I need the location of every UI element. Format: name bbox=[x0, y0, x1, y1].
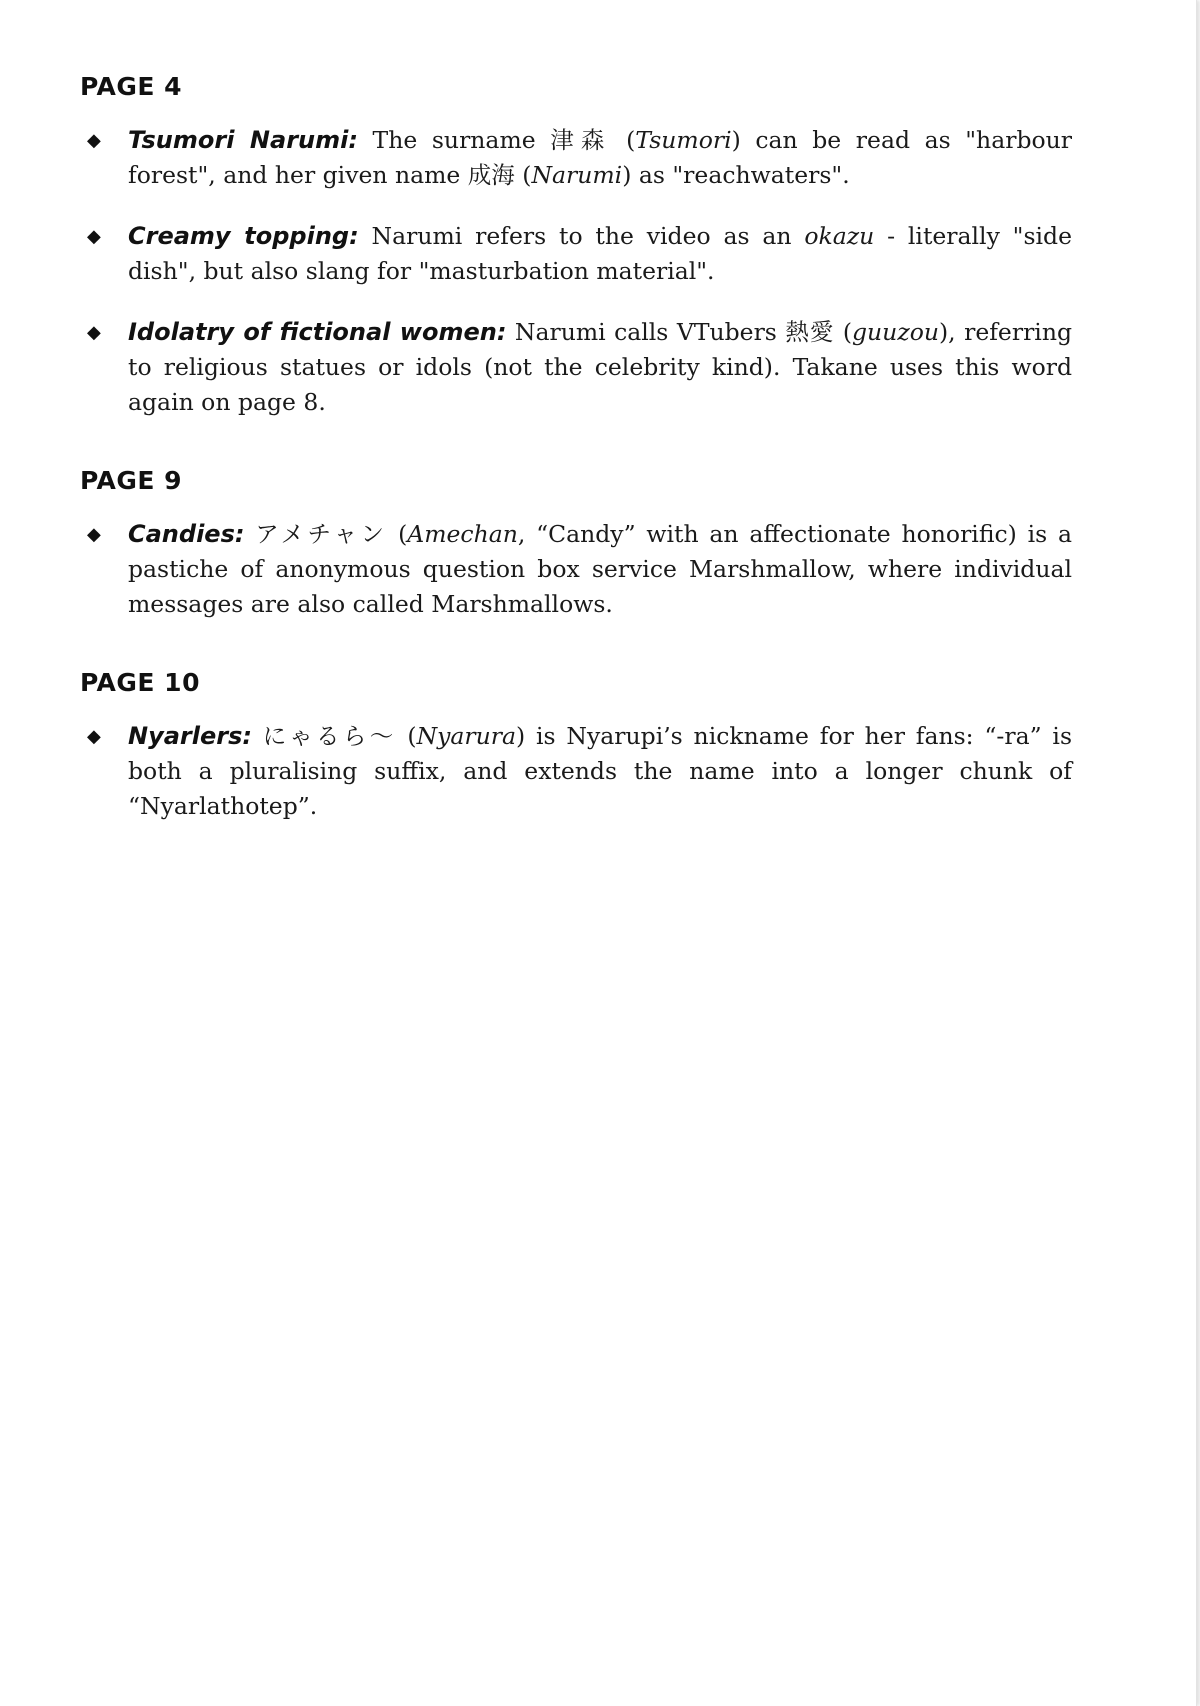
diamond-bullet-icon: ◆ bbox=[87, 524, 101, 545]
note-text: アメチャン ( bbox=[244, 520, 408, 548]
notes-list bbox=[80, 517, 1072, 622]
section-heading: PAGE 10 bbox=[80, 668, 200, 697]
note-text: ), referring to religious statues or idols (not the celebrity kind). Takane uses this word again on page 8. bbox=[128, 318, 1073, 416]
diamond-bullet-icon: ◆ bbox=[87, 226, 101, 247]
diamond-bullet-icon: ◆ bbox=[87, 322, 101, 343]
note-text: The surname 津森 ( bbox=[357, 126, 636, 154]
note-text: ) is Nyarupi’s nickname for her fans: “-ra” is both a pluralising suffix, and extends the name into a longer chunk of “Nyarlathotep”. bbox=[128, 722, 1073, 820]
note-item bbox=[80, 517, 1072, 622]
note-romaji: guuzou bbox=[852, 318, 939, 346]
note-romaji: Narumi bbox=[531, 161, 623, 189]
section-heading: PAGE 4 bbox=[80, 72, 183, 101]
note-text: にゃるら～ ( bbox=[251, 722, 417, 750]
note-text: ) as "reachwaters". bbox=[622, 161, 850, 189]
note-text: ) can be read as "harbour forest", and her given name 成海 ( bbox=[128, 126, 1073, 189]
note-term: Idolatry of fictional women: bbox=[128, 318, 507, 346]
note-romaji: okazu bbox=[804, 222, 875, 250]
section-heading: PAGE 9 bbox=[80, 466, 183, 495]
note-term: Nyarlers: bbox=[128, 722, 252, 750]
note-text: Narumi refers to the video as an bbox=[358, 222, 805, 250]
page-content bbox=[80, 60, 1072, 870]
note-romaji: Nyarura bbox=[416, 722, 517, 750]
note-text: , “Candy” with an affectionate honorific) is a pastiche of anonymous question box service Marshmallow, where individual messages are also called Marshmallows. bbox=[128, 520, 1073, 618]
diamond-bullet-icon: ◆ bbox=[87, 726, 101, 747]
note-term: Creamy topping: bbox=[128, 222, 359, 250]
note-term: Candies: bbox=[128, 520, 245, 548]
note-text: Narumi calls VTubers 熱愛 ( bbox=[506, 318, 852, 346]
note-text: - literally "side dish", but also slang for "masturbation material". bbox=[128, 222, 1073, 285]
diamond-bullet-icon: ◆ bbox=[87, 130, 101, 151]
notes-list bbox=[80, 123, 1072, 420]
note-item bbox=[80, 719, 1072, 824]
section-page-9 bbox=[80, 466, 1072, 622]
note-item bbox=[80, 315, 1072, 420]
note-term: Tsumori Narumi: bbox=[128, 126, 358, 154]
note-item bbox=[80, 123, 1072, 193]
section-page-4 bbox=[80, 72, 1072, 420]
notes-list bbox=[80, 719, 1072, 824]
note-item bbox=[80, 219, 1072, 289]
note-romaji: Tsumori bbox=[635, 126, 732, 154]
section-page-10 bbox=[80, 668, 1072, 824]
note-romaji: Amechan bbox=[407, 520, 518, 548]
